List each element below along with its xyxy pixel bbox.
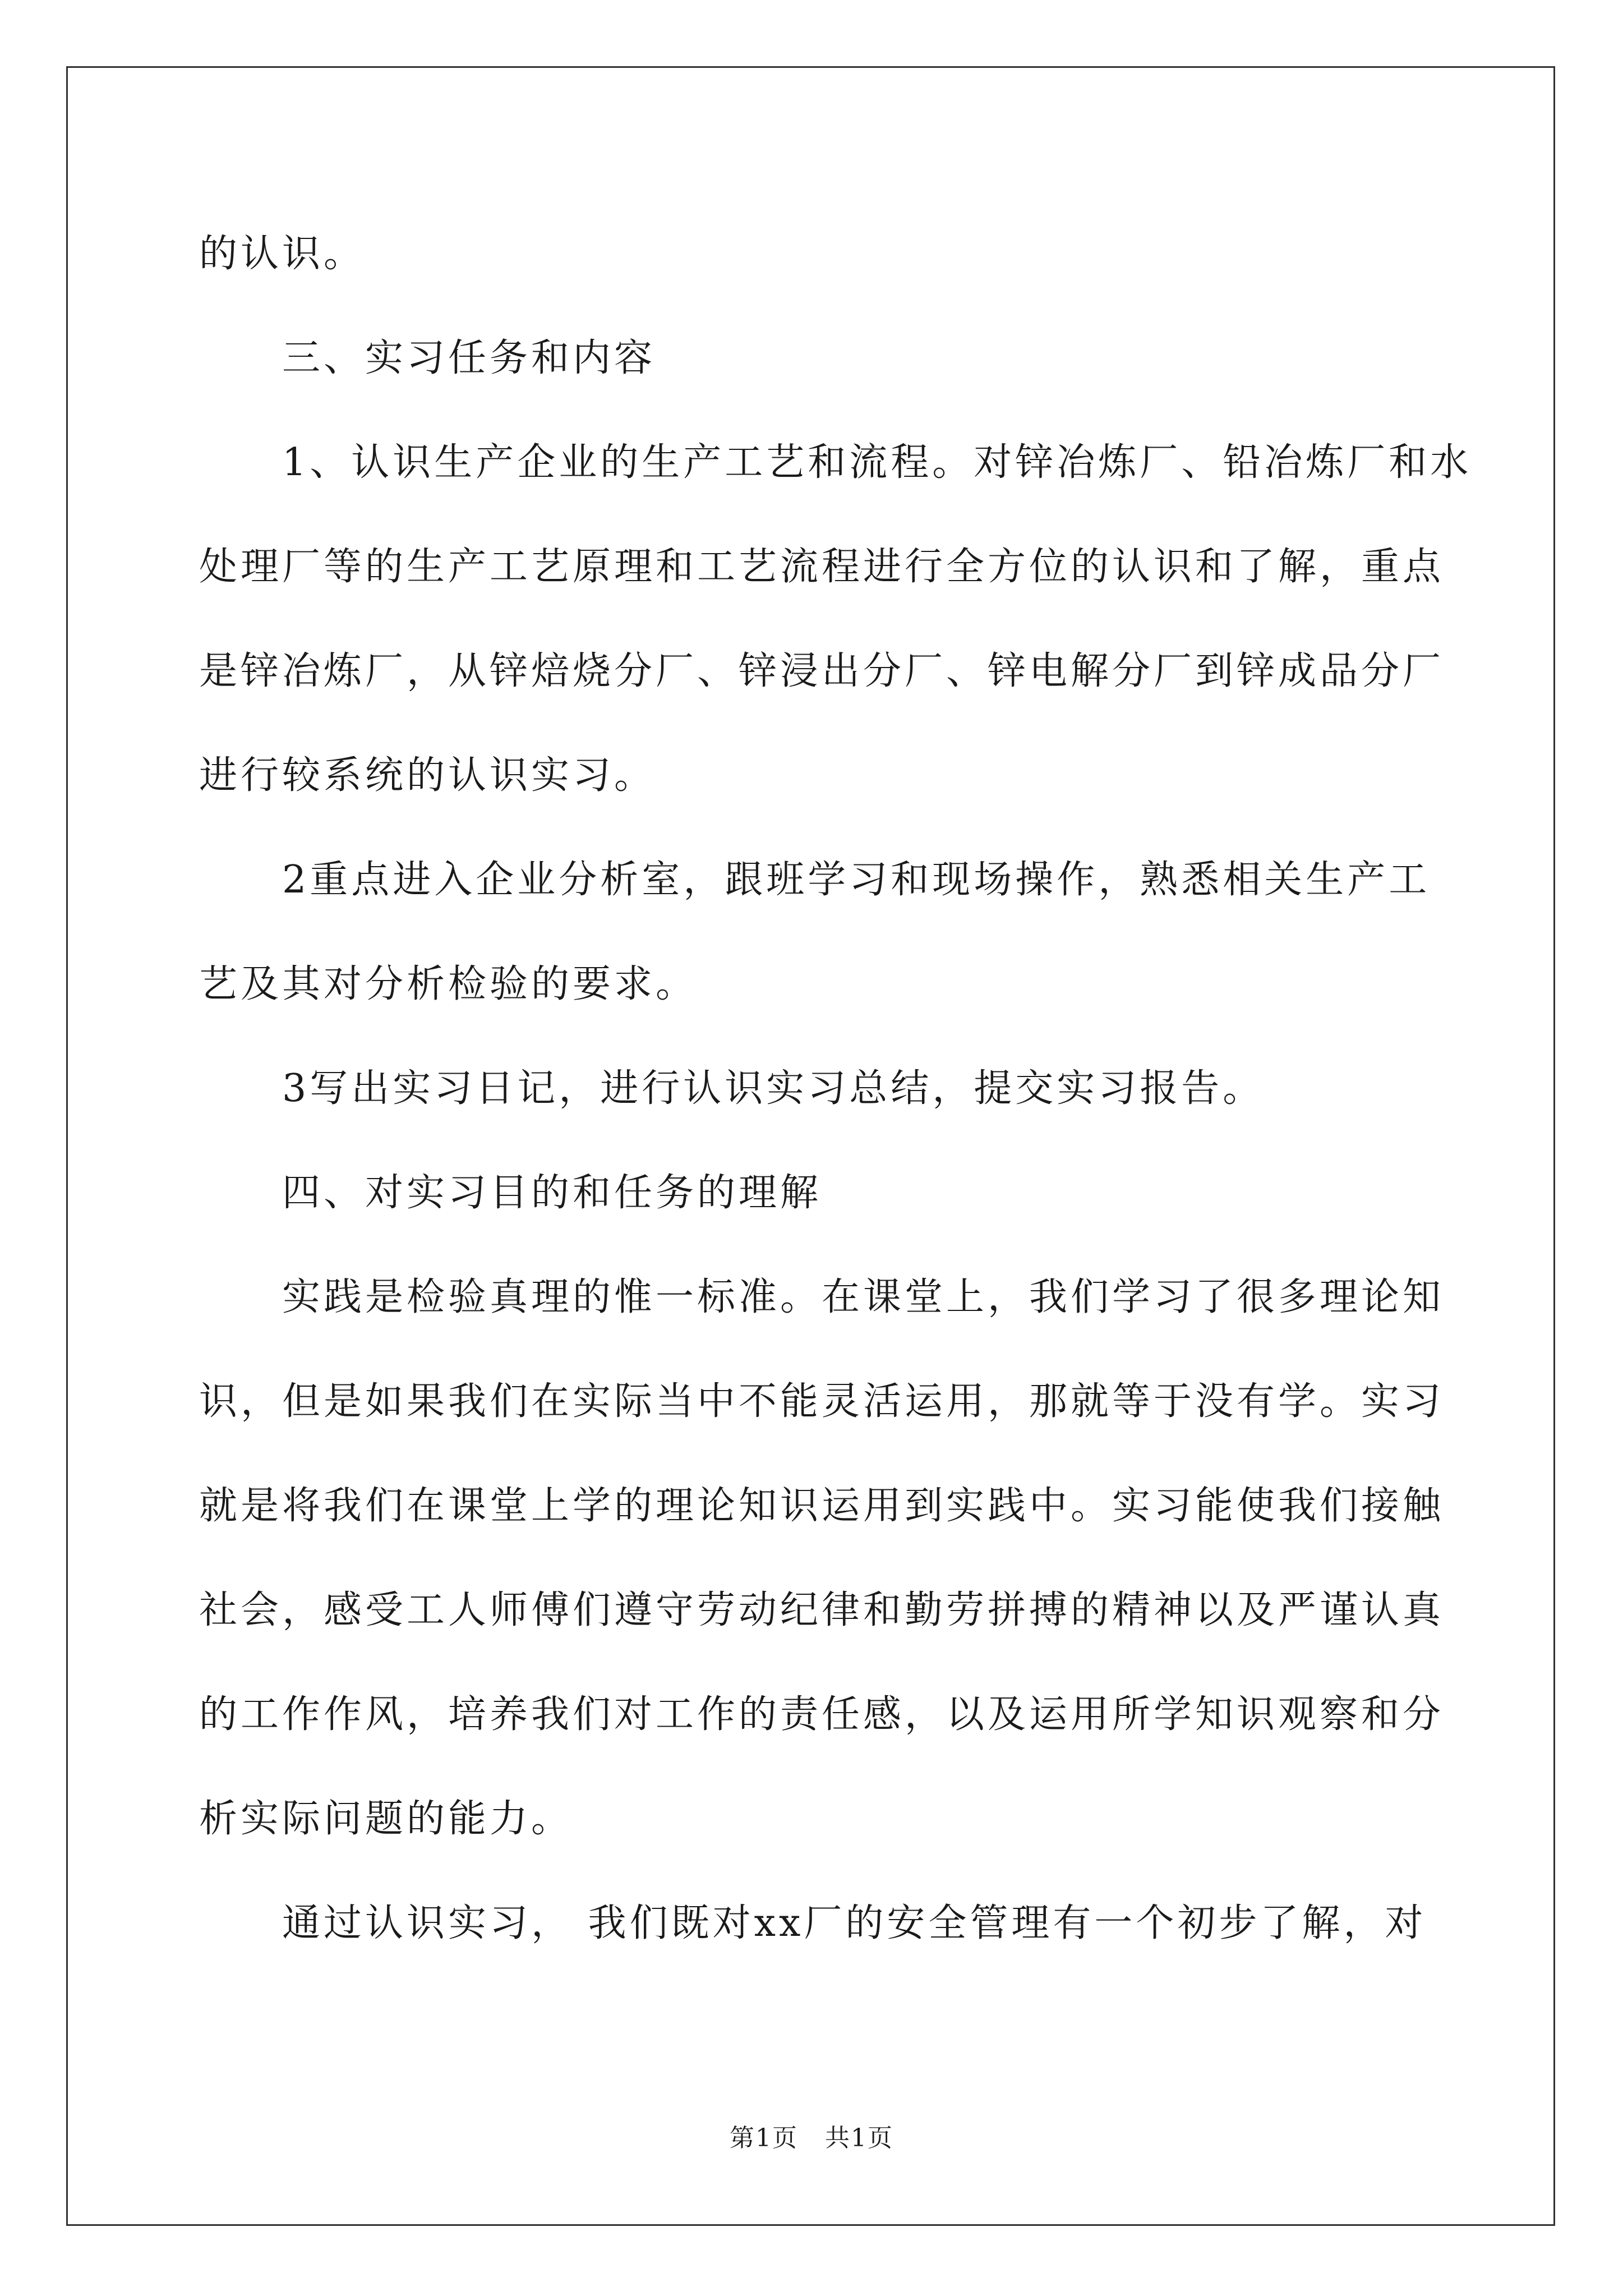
text-line: 处理厂等的生产工艺原理和工艺流程进行全方位的认识和了解，重点 (199, 545, 1445, 589)
text-line: 是锌冶炼厂，从锌焙烧分厂、锌浸出分厂、锌电解分厂到锌成品分厂 (199, 649, 1445, 693)
text-line: 实践是检验真理的惟一标准。在课堂上，我们学习了很多理论知 (282, 1275, 1445, 1319)
text-line: 析实际问题的能力。 (199, 1797, 573, 1841)
text-line: 艺及其对分析检验的要求。 (199, 962, 698, 1006)
section-heading: 三、实习任务和内容 (282, 336, 656, 380)
section-heading: 四、对实习目的和任务的理解 (282, 1171, 822, 1215)
text-line: 的认识。 (199, 232, 366, 276)
text-line: 就是将我们在课堂上学的理论知识运用到实践中。实习能使我们接触 (199, 1484, 1445, 1528)
document-body (199, 202, 1472, 1976)
page-number-total: 共1页 (825, 2124, 893, 2152)
text-line: 通过认识实习， 我们既对xx厂的安全管理有一个初步了解，对 (282, 1901, 1427, 1945)
text-line: 2重点进入企业分析室，跟班学习和现场操作，熟悉相关生产工 (282, 858, 1431, 902)
text-line: 社会，感受工人师傅们遵守劳动纪律和勤劳拼搏的精神以及严谨认真 (199, 1588, 1445, 1632)
text-line: 的工作作风，培养我们对工作的责任感，以及运用所学知识观察和分 (199, 1692, 1445, 1737)
page-footer (0, 2122, 1623, 2155)
text-line: 进行较系统的认识实习。 (199, 753, 656, 798)
page-number-current: 第1页 (730, 2124, 798, 2152)
text-line: 识，但是如果我们在实际当中不能灵活运用，那就等于没有学。实习 (199, 1379, 1445, 1424)
text-line: 3写出实习日记，进行认识实习总结，提交实习报告。 (282, 1066, 1265, 1111)
text-line: 1、认识生产企业的生产工艺和流程。对锌冶炼厂、铅冶炼厂和水 (282, 440, 1472, 485)
